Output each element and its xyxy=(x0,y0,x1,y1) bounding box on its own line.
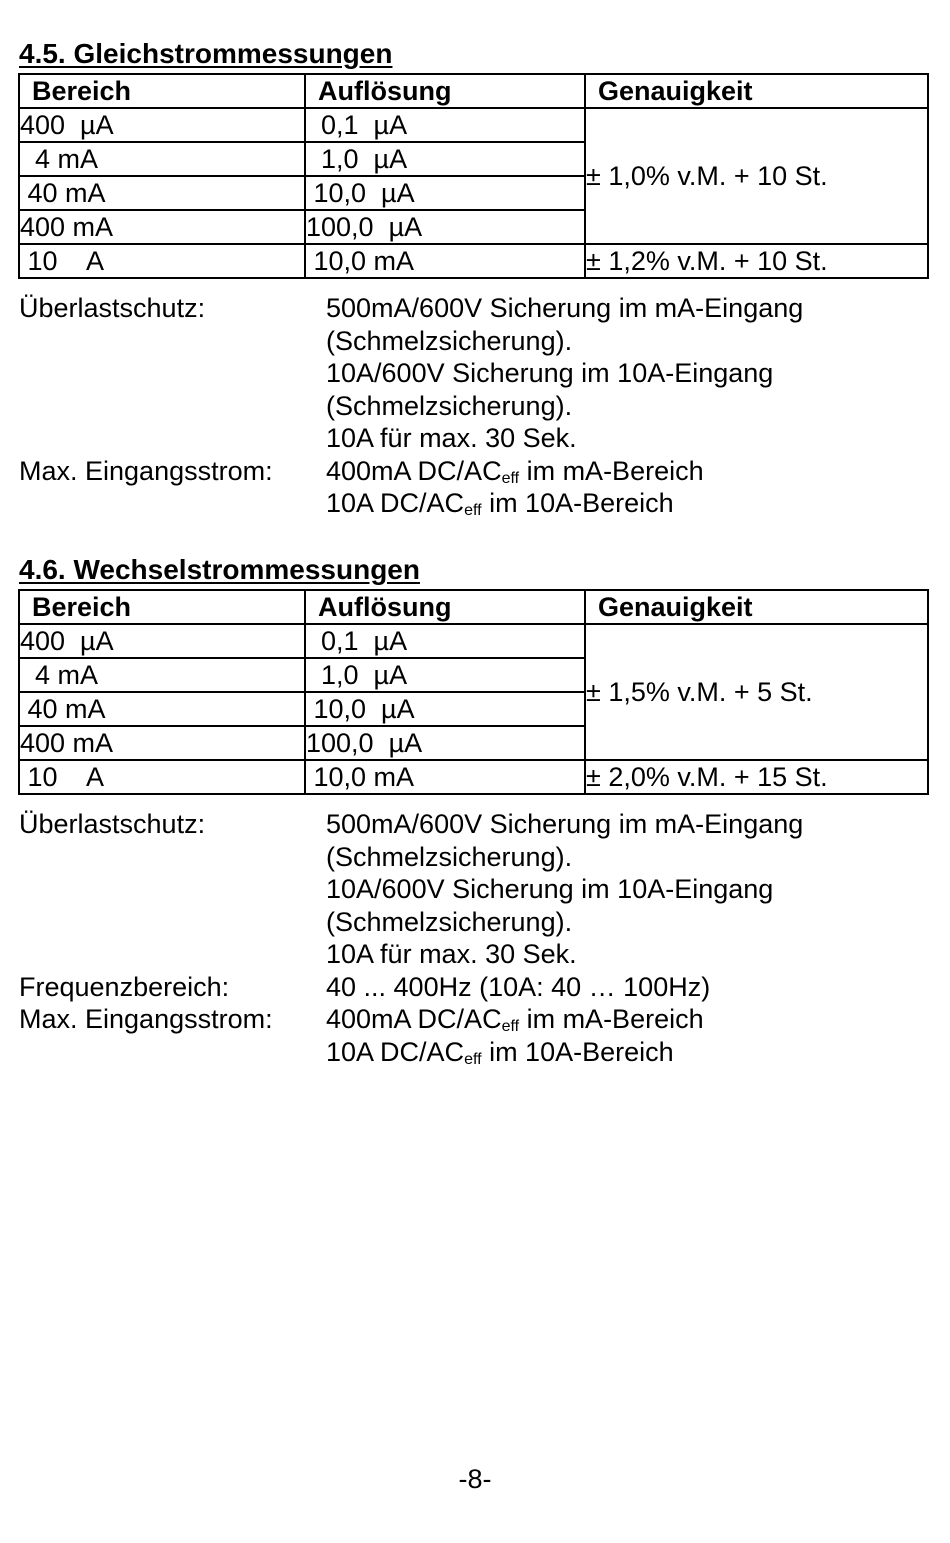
resolution-cell: 1,0 µA xyxy=(305,142,585,176)
max-current-value xyxy=(326,1003,919,1068)
max-current-row xyxy=(19,1003,919,1068)
header-range: Bereich xyxy=(19,74,305,108)
ac-spec-table xyxy=(18,589,929,795)
spec-line: (Schmelzsicherung). xyxy=(326,906,573,937)
spec-line: (Schmelzsicherung). xyxy=(326,390,573,421)
accuracy-cell: ± 1,2% v.M. + 10 St. xyxy=(585,244,928,278)
section-title-ac: 4.6. Wechselstrommessungen xyxy=(19,554,420,585)
range-cell: 400 mA xyxy=(19,726,305,760)
accuracy-merged-cell: ± 1,5% v.M. + 5 St. xyxy=(585,624,928,760)
range-cell: 10 A xyxy=(19,244,305,278)
max-current-label: Max. Eingangsstrom: xyxy=(19,1004,273,1034)
overload-label: Überlastschutz: xyxy=(19,293,206,323)
overload-label: Überlastschutz: xyxy=(19,809,206,839)
spec-line: 40 ... 400Hz (10A: 40 … 100Hz) xyxy=(326,971,711,1002)
resolution-cell: 10,0 µA xyxy=(305,176,585,210)
spec-line: (Schmelzsicherung). xyxy=(326,325,573,356)
subscript: eff xyxy=(501,469,520,487)
header-resolution: Auflösung xyxy=(305,74,585,108)
range-cell: 4 mA xyxy=(19,658,305,692)
dc-specs xyxy=(19,292,919,520)
overload-row xyxy=(19,292,919,455)
range-cell: 400 mA xyxy=(19,210,305,244)
spec-line xyxy=(326,487,919,520)
subscript: eff xyxy=(464,502,482,519)
ac-specs xyxy=(19,808,919,1068)
table-row xyxy=(19,624,928,658)
table-row xyxy=(19,760,928,794)
resolution-cell: 0,1 µA xyxy=(305,624,585,658)
spec-line xyxy=(326,1003,919,1036)
max-current-row xyxy=(19,455,919,520)
spec-line: 500mA/600V Sicherung im mA-Eingang xyxy=(326,809,804,839)
resolution-cell: 10,0 mA xyxy=(305,760,585,794)
resolution-cell: 100,0 µA xyxy=(305,726,585,760)
header-range: Bereich xyxy=(19,590,305,624)
frequency-row xyxy=(19,971,919,1004)
range-cell: 4 mA xyxy=(19,142,305,176)
table-row xyxy=(19,244,928,278)
header-accuracy: Genauigkeit xyxy=(585,74,928,108)
spec-line xyxy=(326,455,919,488)
overload-value xyxy=(326,292,919,455)
spec-line: (Schmelzsicherung). xyxy=(326,841,573,872)
spec-line: 10A/600V Sicherung im 10A-Eingang xyxy=(326,358,774,388)
spec-text: im 10A-Bereich xyxy=(481,1036,674,1067)
range-cell: 40 mA xyxy=(19,176,305,210)
spec-line: 10A für max. 30 Sek. xyxy=(326,939,577,969)
subscript: eff xyxy=(501,1018,520,1035)
spec-text: 10A DC/AC xyxy=(326,1036,465,1067)
spec-line: 10A für max. 30 Sek. xyxy=(326,423,577,453)
page-number: -8- xyxy=(458,1464,492,1494)
spec-text: 400mA DC/AC xyxy=(326,455,502,486)
resolution-cell: 0,1 µA xyxy=(305,108,585,142)
header-resolution: Auflösung xyxy=(305,590,585,624)
header-accuracy: Genauigkeit xyxy=(585,590,928,624)
resolution-cell: 1,0 µA xyxy=(305,658,585,692)
table-header-row xyxy=(19,590,928,624)
max-current-value xyxy=(326,455,919,520)
frequency-label: Frequenzbereich: xyxy=(19,971,230,1002)
spec-line: 10A/600V Sicherung im 10A-Eingang xyxy=(326,874,774,904)
subscript: eff xyxy=(464,1050,482,1068)
spec-line: 500mA/600V Sicherung im mA-Eingang xyxy=(326,293,804,323)
spec-text: 10A DC/AC xyxy=(326,488,465,518)
range-cell: 400 µA xyxy=(19,108,305,142)
spec-text: 400mA DC/AC xyxy=(326,1004,502,1034)
range-cell: 10 A xyxy=(19,760,305,794)
resolution-cell: 100,0 µA xyxy=(305,210,585,244)
table-row xyxy=(19,108,928,142)
spec-text: im mA-Bereich xyxy=(519,1004,704,1034)
overload-value xyxy=(326,808,919,971)
max-current-label: Max. Eingangsstrom: xyxy=(19,455,273,486)
range-cell: 40 mA xyxy=(19,692,305,726)
spec-text: im mA-Bereich xyxy=(519,455,704,486)
frequency-value xyxy=(326,971,919,1004)
section-title-dc: 4.5. Gleichstrommessungen xyxy=(19,38,393,69)
range-cell: 400 µA xyxy=(19,624,305,658)
dc-spec-table xyxy=(18,73,929,279)
table-header-row xyxy=(19,74,928,108)
accuracy-merged-cell: ± 1,0% v.M. + 10 St. xyxy=(585,108,928,244)
overload-row xyxy=(19,808,919,971)
spec-text: im 10A-Bereich xyxy=(481,488,674,518)
resolution-cell: 10,0 mA xyxy=(305,244,585,278)
resolution-cell: 10,0 µA xyxy=(305,692,585,726)
accuracy-cell: ± 2,0% v.M. + 15 St. xyxy=(585,760,928,794)
spec-line xyxy=(326,1036,919,1069)
